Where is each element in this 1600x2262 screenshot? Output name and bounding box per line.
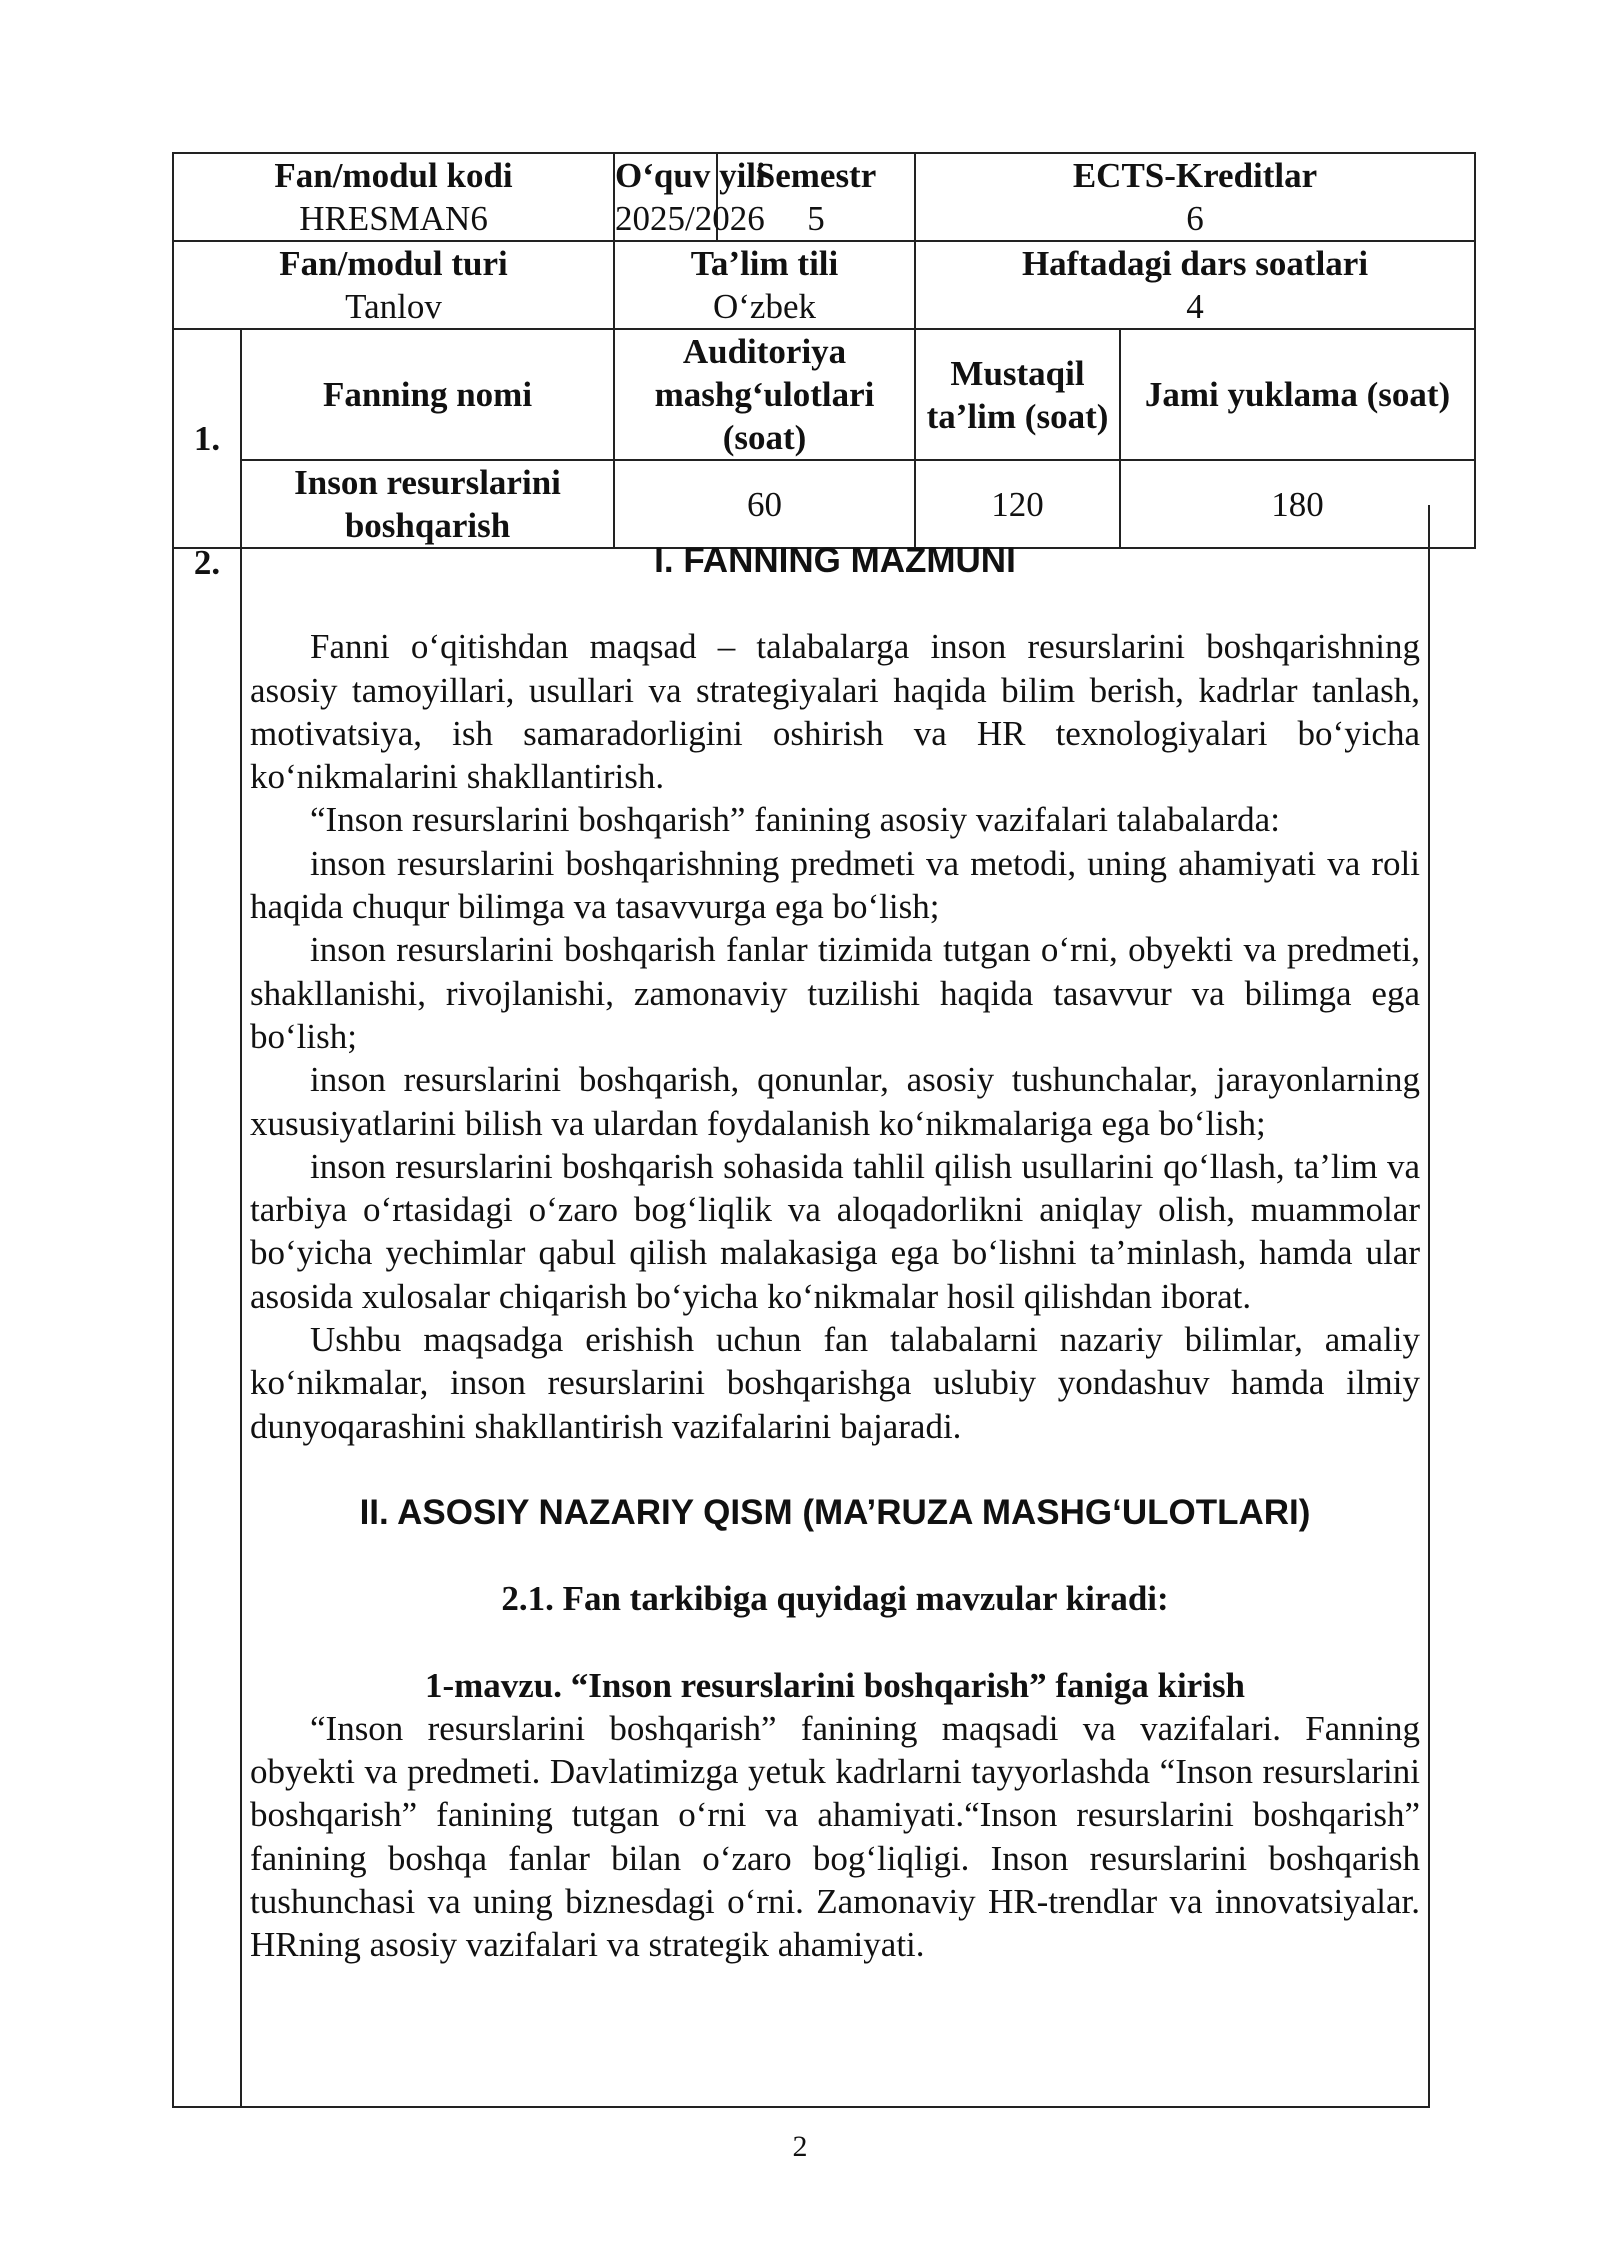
weekly-hours-label: Haftadagi dars soatlari (1021, 244, 1369, 283)
language-label: Ta’lim tili (690, 244, 839, 283)
column-divider (240, 505, 242, 2106)
auditory-hours-value: 60 (614, 460, 915, 548)
topic-title: 1-mavzu. “Inson resurslarini boshqarish” faniga kirish (424, 1665, 1246, 1705)
section-heading: II. ASOSIY NAZARIY QISM (MA’RUZA MASHG‘ULOTLARI) (359, 1492, 1311, 1532)
subject-name: Inson resurslarini boshqarish (241, 460, 614, 548)
academic-year-cell (614, 153, 766, 241)
section-number: 1. (173, 329, 241, 548)
paragraph: inson resurslarini boshqarish fanlar tizimida tutgan o‘rni, obyekti va predmeti, shakllanishi, rivojlanishi, zamonaviy tuzilishi haqida tasavvur va bilimga ega bo‘lish; (250, 930, 1420, 1056)
paragraph: inson resurslarini boshqarishning predmeti va metodi, uning ahamiyati va roli haqida chuqur bilimga va tasavvurga ega bo‘lish; (250, 843, 1420, 927)
page-number: 2 (792, 2130, 808, 2163)
semester-value: 5 (807, 199, 825, 238)
total-hours-value: 180 (1120, 460, 1475, 548)
paragraph: inson resurslarini boshqarish sohasida tahlil qilish usullarini qo‘llash, ta’lim va tarbiya o‘rtasidagi o‘zaro bog‘liqlik va aloqadorlikni aniqlay olish, muammolar bo‘yicha yechimlar qabul qilish malakasiga ega bo‘lishni ta’minlash, hamda ular asosida xulosalar chiqarish bo‘yicha ko‘nikmalar hosil qilishdan iborat. (250, 1146, 1420, 1316)
ects-cell (915, 153, 1475, 241)
module-code-cell (173, 153, 614, 241)
paragraph: “Inson resurslarini boshqarish” fanining asosiy vazifalari talabalarda: (310, 800, 1280, 840)
language-value: O‘zbek (713, 287, 817, 326)
weekly-hours-cell (915, 241, 1475, 329)
ects-label: ECTS-Kreditlar (1072, 156, 1318, 195)
paragraph: Fanni o‘qitishdan maqsad – talabalarga inson resurslarini boshqarishning asosiy tamoyillari, usullari va strategiyalari haqida bilim berish, kadrlar tanlash, motivatsiya, ish samaradorligini oshirish va HR texnologiyalari bo‘yicha ko‘nikmalarini shakllantirish. (250, 627, 1420, 797)
independent-hours-value: 120 (915, 460, 1120, 548)
academic-year-label: O‘quv yili (615, 156, 766, 195)
module-code-value: HRESMAN6 (299, 199, 488, 238)
independent-hours-header: Mustaqil ta’lim (soat) (915, 329, 1120, 460)
paragraph: inson resurslarini boshqarish, qonunlar, asosiy tushunchalar, jarayonlarning xususiyatlarini bilish va ulardan foydalanish ko‘nikmalariga ega bo‘lish; (250, 1060, 1420, 1143)
topic-text: “Inson resurslarini boshqarish” fanining maqsadi va vazifalari. Fanning obyekti va predmeti. Davlatimizga yetuk kadrlarni tayyorlashda “Inson resurslarini boshqarish” fanining tutgan o‘rni va ahamiyati.“Inson resurslarini boshqarish” fanining boshqa fanlar bilan o‘zaro bog‘liqligi. Inson resurslarini boshqarish tushunchasi va uning biznesdagi o‘rni. Zamonaviy HR-trendlar va innovatsiyalar. HRning asosiy vazifalari va strategik ahamiyati. (250, 1708, 1420, 1965)
module-type-cell (173, 241, 614, 329)
table-row (173, 153, 1475, 241)
table-row (173, 241, 1475, 329)
academic-year-value: 2025/2026 (615, 199, 765, 238)
total-hours-header: Jami yuklama (soat) (1120, 329, 1475, 460)
table-row (173, 329, 1475, 460)
content-section-frame (172, 505, 1430, 2108)
module-type-label: Fan/modul turi (279, 244, 508, 283)
section-number: 2. (193, 543, 221, 582)
language-cell (614, 241, 915, 329)
weekly-hours-value: 4 (1186, 287, 1204, 326)
subsection-heading: 2.1. Fan tarkibiga quyidagi mavzular kiradi: (501, 1579, 1169, 1619)
auditory-hours-header: Auditoriya mashg‘ulotlari (soat) (614, 329, 915, 460)
section-heading: I. FANNING MAZMUNI (654, 541, 1016, 580)
section-content (250, 539, 1420, 1967)
semester-label: Semestr (755, 156, 877, 195)
course-info-table (172, 152, 1476, 549)
module-type-value: Tanlov (345, 287, 442, 326)
paragraph: Ushbu maqsadga erishish uchun fan talabalarni nazariy bilimlar, amaliy ko‘nikmalar, inson resurslarini boshqarishga uslubiy yondashuv hamda ilmiy dunyoqarashini shakllantirish vazifalarini bajaradi. (250, 1320, 1420, 1446)
subject-name-header: Fanning nomi (241, 329, 614, 460)
module-code-label: Fan/modul kodi (274, 156, 513, 195)
ects-value: 6 (1186, 199, 1204, 238)
